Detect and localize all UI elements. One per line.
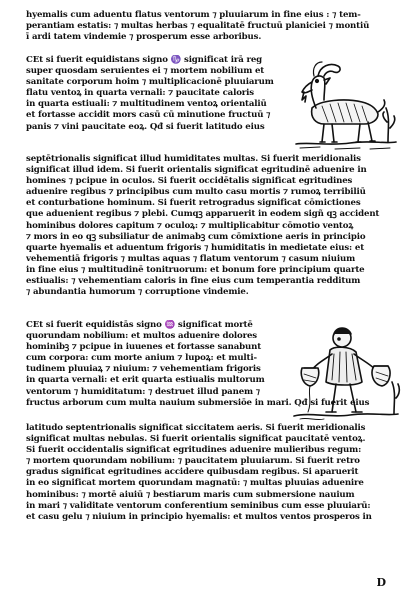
text-line: et fortasse accidit mors casū cū minutione fructuū ⁊ xyxy=(26,110,271,121)
text-line: Si fuerit occidentalis significat egritudines aduenire mulieribus regum: xyxy=(26,445,362,456)
text-line: hyemalis cum aduentu flatus ventorum ⁊ pluuiarum in fine eius : ⁊ tem- xyxy=(26,10,361,20)
text-line: homines ⁊ pcipue in oculos. Si fuerit occidētalis significat egritudines xyxy=(26,176,353,187)
text-line: et conturbatione hominum. Si fuerit retrogradus significat cōmictiones xyxy=(26,198,361,209)
text-line: quarte hyemalis et aduentum frigoris ⁊ humiditatis in medietate eius: et xyxy=(26,242,365,253)
text-line: septētrionalis significat illud humiditates multas. Si fuerit meridionalis xyxy=(26,154,361,164)
text-line: fructus arborum cum multa nauium submersiōe in mari. Qđ si fuerit eius xyxy=(26,397,370,408)
text-line: quorundam nobilium: et multos aduenire dolores xyxy=(26,331,257,342)
text-line: perantiam estatis: ⁊ multas herbas ⁊ equalitatē fructuū planiciei ⁊ montiū xyxy=(26,21,370,32)
text-line: gradus significat egritudines accidere quibusdam regibus. Si aparuerit xyxy=(26,467,359,478)
text-line: et casu gelu ⁊ niuium in principio hyemalis: et multos ventos prosperos in xyxy=(26,511,372,522)
text-line: ī ardi tatem vindemie ⁊ prosperum esse arboribus. xyxy=(26,32,262,43)
text-line: sanitate corporum hoim ⁊ multiplicacionē pluuiarum xyxy=(26,77,274,88)
text-line: significat illud idem. Si fuerit orientalis significat egritudinē aduenire in xyxy=(26,165,367,176)
text-block-4 xyxy=(26,320,370,409)
text-line: ⁊ mors in eo qꝫ subsiliatur de animabꝫ cum cōmixtione aeris in principio xyxy=(26,231,366,242)
text-line: super quosdam seruientes ei ⁊ mortem nobilium et xyxy=(26,66,265,77)
text-line: in fine eius ⁊ multitudinē tonitruorum: et bonum fore principium quarte xyxy=(26,264,365,275)
text-line: ⁊ abundantia humorum ⁊ corruptione vindemie. xyxy=(26,287,249,298)
signature-mark: D xyxy=(376,576,386,589)
text-line: panis ⁊ vini paucitate eoꝝ. Qđ si fuerit latitudo eius xyxy=(26,121,265,132)
text-line: vehementiā frigoris ⁊ multas aquas ⁊ flatum ventorum ⁊ casum niuium xyxy=(26,253,356,264)
text-line: in eo significat mortem quorundam magnatū: ⁊ multas pluuias aduenire xyxy=(26,478,364,489)
text-block-1 xyxy=(26,10,406,43)
text-line: CEt si fuerit equidistās signo ♒ significat mortē xyxy=(26,320,253,330)
text-line: ventorum ⁊ humiditatum: ⁊ destruet illud panem ⁊ xyxy=(26,386,260,397)
text-line: in mari ⁊ validitate ventorum conferentium seminibus cum esse pluuiarū: xyxy=(26,500,371,511)
capricorn-goat-woodcut xyxy=(290,58,400,154)
text-block-5 xyxy=(26,423,406,523)
text-line: que aduenient regibus ⁊ plebi. Cumqꝫ apparuerit in eodem sigñ qꝫ accident xyxy=(26,209,380,220)
text-line: ⁊ mortem quorundam nobilium: ⁊ paucitatem pluuiarum. Si fuerit retro xyxy=(26,456,360,467)
text-line: flatu ventoꝝ in quarta vernali: ⁊ paucitate caloris xyxy=(26,88,254,99)
text-line: hominibꝫ ⁊ pcipue in iuuenes et fortasse sanabunt xyxy=(26,342,262,353)
text-line: significat multas nebulas. Si fuerit orientalis significat paucitatē ventoꝝ. xyxy=(26,434,366,445)
text-block-3 xyxy=(26,154,406,298)
text-line: hominibus: ⁊ mortē aiuiū ⁊ bestiarum maris cum submersione nauium xyxy=(26,489,355,500)
text-line: latitudo septentrionalis significat siccitatem aeris. Si fuerit meridionalis xyxy=(26,423,366,433)
text-line: tudinem pluuiaꝝ ⁊ niuium: ⁊ vehementiam frigoris xyxy=(26,364,261,375)
text-line: hominibus dolores capitum ⁊ oculoꝝ: ⁊ multiplicabitur cōmotio ventoꝝ xyxy=(26,220,354,231)
text-line: in quarta vernali: et erit quarta estiualis multorum xyxy=(26,375,265,386)
aquarius-water-bearer-woodcut xyxy=(290,322,402,422)
text-line: in quarta estiuali: ⁊ multitudinem ventoꝝ orientaliū xyxy=(26,99,267,110)
text-line: aduenire regibus ⁊ principibus cum multo casu mortis ⁊ rumoꝝ terribiliū xyxy=(26,187,366,198)
text-line: CEt si fuerit equidistans signo ♑ significat irā reg xyxy=(26,55,263,65)
text-line: estiualis: ⁊ vehementiam caloris in fine eius cum temperantia redditum xyxy=(26,276,361,287)
text-line: cum corpora: cum morte anium ⁊ lupoꝝ: et multi- xyxy=(26,353,257,364)
text-block-2 xyxy=(26,55,288,133)
